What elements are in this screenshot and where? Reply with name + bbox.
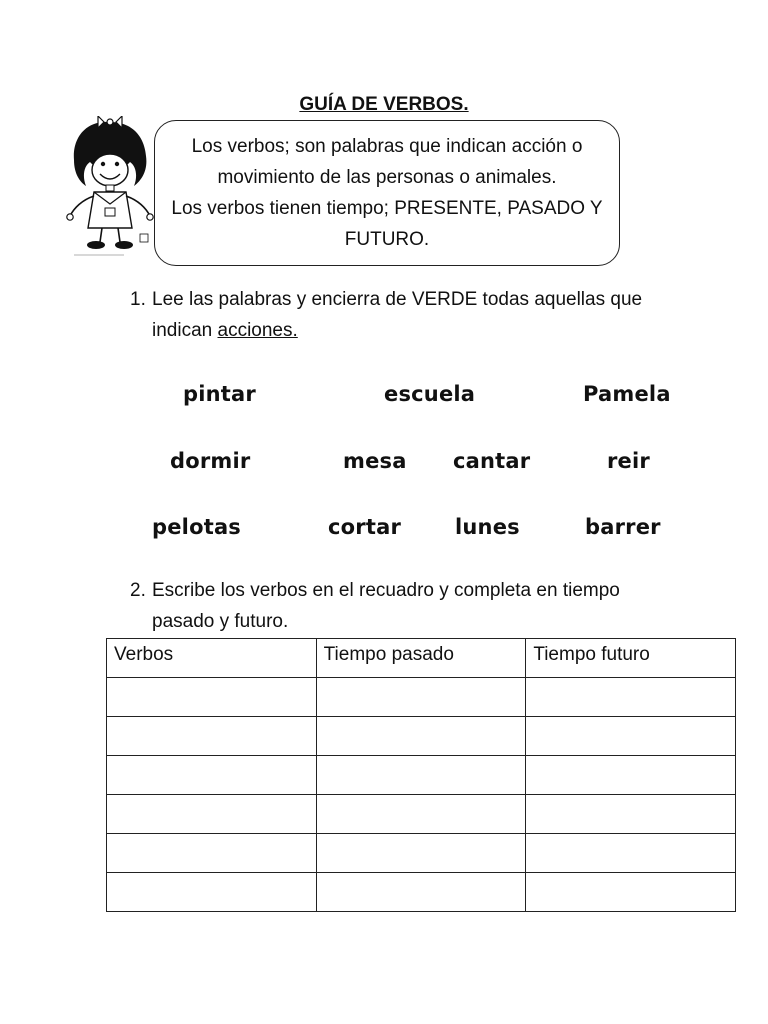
girl-character-illustration [64, 116, 156, 258]
word-item: pintar [183, 382, 256, 406]
table-cell[interactable] [526, 795, 736, 834]
word-item: reir [607, 449, 650, 473]
table-cell[interactable] [107, 873, 317, 912]
word-item: cantar [453, 449, 531, 473]
table-row [107, 678, 736, 717]
definition-box [154, 120, 620, 266]
exercise-instruction: pasado y futuro. [152, 611, 289, 632]
table-cell[interactable] [526, 834, 736, 873]
table-cell[interactable] [316, 834, 526, 873]
definition-line: Los verbos tienen tiempo; PRESENTE, PASADO Y [171, 198, 603, 219]
word-item: dormir [170, 449, 251, 473]
word-item: mesa [343, 449, 407, 473]
table-row [107, 873, 736, 912]
word-item: lunes [455, 515, 520, 539]
table-cell[interactable] [107, 717, 317, 756]
table-cell[interactable] [316, 756, 526, 795]
table-row [107, 795, 736, 834]
word-item: pelotas [152, 515, 242, 539]
table-cell[interactable] [526, 756, 736, 795]
worksheet-title: GUÍA DE VERBOS. [299, 94, 469, 115]
definition-line: FUTURO. [344, 229, 430, 250]
table-cell[interactable] [316, 717, 526, 756]
exercise-instruction: indican [152, 320, 218, 341]
table-cell[interactable] [526, 678, 736, 717]
table-row [107, 717, 736, 756]
table-cell[interactable] [107, 834, 317, 873]
column-header-verbos: Verbos [107, 639, 317, 678]
exercise-number: 2. [130, 580, 146, 601]
column-header-tiempo-pasado: Tiempo pasado [316, 639, 526, 678]
verb-tense-table [106, 638, 736, 912]
exercise-number: 1. [130, 289, 146, 310]
column-header-tiempo-futuro: Tiempo futuro [526, 639, 736, 678]
table-cell[interactable] [316, 873, 526, 912]
table-row [107, 834, 736, 873]
word-item: escuela [384, 382, 476, 406]
table-cell[interactable] [526, 873, 736, 912]
underlined-word: acciones. [217, 320, 298, 341]
word-item: cortar [328, 515, 401, 539]
table-cell[interactable] [107, 795, 317, 834]
table-cell[interactable] [107, 756, 317, 795]
definition-line: Los verbos; son palabras que indican acción o [191, 136, 583, 157]
word-item: Pamela [583, 382, 671, 406]
table-cell[interactable] [526, 717, 736, 756]
word-item: barrer [585, 515, 661, 539]
table-row [107, 756, 736, 795]
table-cell[interactable] [316, 678, 526, 717]
table-cell[interactable] [316, 795, 526, 834]
exercise-instruction: Escribe los verbos en el recuadro y completa en tiempo [152, 580, 620, 601]
table-cell[interactable] [107, 678, 317, 717]
table-header-row [107, 639, 736, 678]
definition-line: movimiento de las personas o animales. [217, 167, 557, 188]
exercise-instruction: Lee las palabras y encierra de VERDE todas aquellas que [152, 289, 643, 310]
